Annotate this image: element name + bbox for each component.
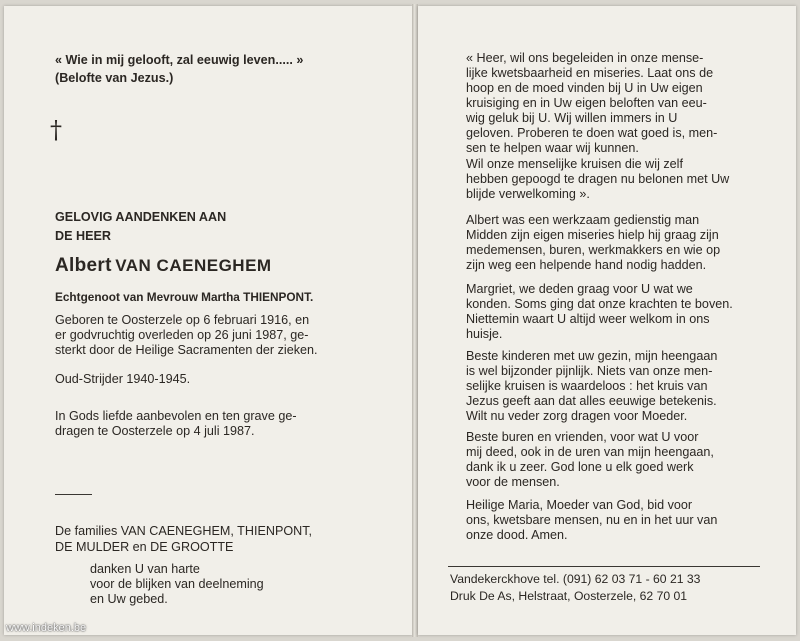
spouse-line: Echtgenoot van Mevrouw Martha THIENPONT. [55,290,314,304]
burial-text [55,409,363,439]
paragraph-line: konden. Soms ging dat onze krachten te boven. [466,297,733,311]
birth-line: sterkt door de Heilige Sacramenten der zieken. [55,343,318,357]
neighbours-paragraph [466,430,762,490]
children-paragraph [466,349,762,424]
birth-line: Geboren te Oosterzele op 6 februari 1916, en [55,313,310,327]
paragraph-line: is wel bijzonder pijnlijk. Niets van onze men- [466,364,713,378]
quote-source: (Belofte van Jezus.) [55,71,174,85]
paragraph-line: hebben gepoogd te dragen nu belonen met Uw [466,172,730,186]
divider [55,494,92,495]
deceased-first-name: Albert [55,255,112,276]
cross-icon: † [50,116,62,144]
paragraph-line: Midden zijn eigen miseries hielp hij graag zijn [466,228,719,242]
watermark: www.indeken.be [6,622,87,634]
printer-line: Vandekerckhove tel. (091) 62 03 71 - 60 21 33 [450,572,701,586]
families-line: De families VAN CAENEGHEM, THIENPONT, [55,524,313,538]
paragraph-line: Heilige Maria, Moeder van God, bid voor [466,498,693,512]
thanks-line: voor de blijken van deelneming [90,577,264,591]
paragraph-line: medemensen, buren, werkmakkers en wie op [466,243,721,257]
paragraph-line: Wilt nu veder zorg dragen voor Moeder. [466,409,688,423]
prayer-line: lijke kwetsbaarheid en miseries. Laat ons de [466,66,714,80]
prayer-line: geloven. Proberen te doen wat goed is, men- [466,126,718,140]
margriet-paragraph [466,282,762,342]
paragraph-line: huisje. [466,327,503,341]
prayer-paragraph [466,51,762,156]
veteran-line: Oud-Strijder 1940-1945. [55,372,191,386]
printer-divider [448,566,760,567]
paragraph-line: Albert was een werkzaam gedienstig man [466,213,700,227]
quote: « Wie in mij gelooft, zal eeuwig leven..... » [55,53,304,67]
printer-line: Druk De As, Helstraat, Oosterzele, 62 70 01 [450,589,688,603]
birth-death-text [55,313,363,358]
prayer-line: sen te helpen waar wij kunnen. [466,141,639,155]
thanks-line: danken U van harte [90,562,200,576]
paragraph-line: dank ik u zeer. God lone u elk goed werk [466,460,694,474]
paragraph-line: blijde verwelkoming ». [466,187,590,201]
paragraph-line: zijn weg een helpende hand nodig hadden. [466,258,707,272]
paragraph-line: onze dood. Amen. [466,528,568,542]
thanks-line: en Uw gebed. [90,592,168,606]
families-line: DE MULDER en DE GROOTTE [55,540,234,554]
paragraph-line: Jezus geeft aan dat alles eeuwige betekenis. [466,394,717,408]
paragraph-line: selijke kruisen is waardeloos : het kruis van [466,379,708,393]
paragraph-line: mij deed, ook in de uren van mijn heengaan, [466,445,714,459]
paragraph-line: Margriet, we deden graag voor U wat we [466,282,693,296]
deceased-name [55,254,272,279]
albert-paragraph [466,213,762,273]
paragraph-line: Beste kinderen met uw gezin, mijn heengaan [466,349,718,363]
paragraph-line: Niettemin waart U altijd weer welkom in ons [466,312,710,326]
birth-line: er godvruchtig overleden op 26 juni 1987, ge- [55,328,309,342]
prayer-line: hoop en de moed vinden bij U in Uw eigen [466,81,703,95]
prayer-line: kruisiging en in Uw eigen beloften van eeu- [466,96,707,110]
paragraph-line: Wil onze menselijke kruisen die wij zelf [466,157,683,171]
prayer-line: « Heer, wil ons begeleiden in onze mense- [466,51,704,65]
burial-line: dragen te Oosterzele op 4 juli 1987. [55,424,255,438]
burial-line: In Gods liefde aanbevolen en ten grave ge- [55,409,297,423]
prayer-line: wig geluk bij U. Wij willen immers in U [466,111,678,125]
paragraph-line: ons, kwetsbare mensen, nu en in het uur van [466,513,718,527]
paragraph-line: voor de mensen. [466,475,560,489]
heading-remembrance: GELOVIG AANDENKEN AAN [55,210,227,224]
crosses-paragraph [466,157,762,202]
maria-paragraph [466,498,762,543]
paragraph-line: Beste buren en vrienden, voor wat U voor [466,430,699,444]
heading-title: DE HEER [55,229,111,243]
deceased-last-name: VAN CAENEGHEM [115,256,272,275]
